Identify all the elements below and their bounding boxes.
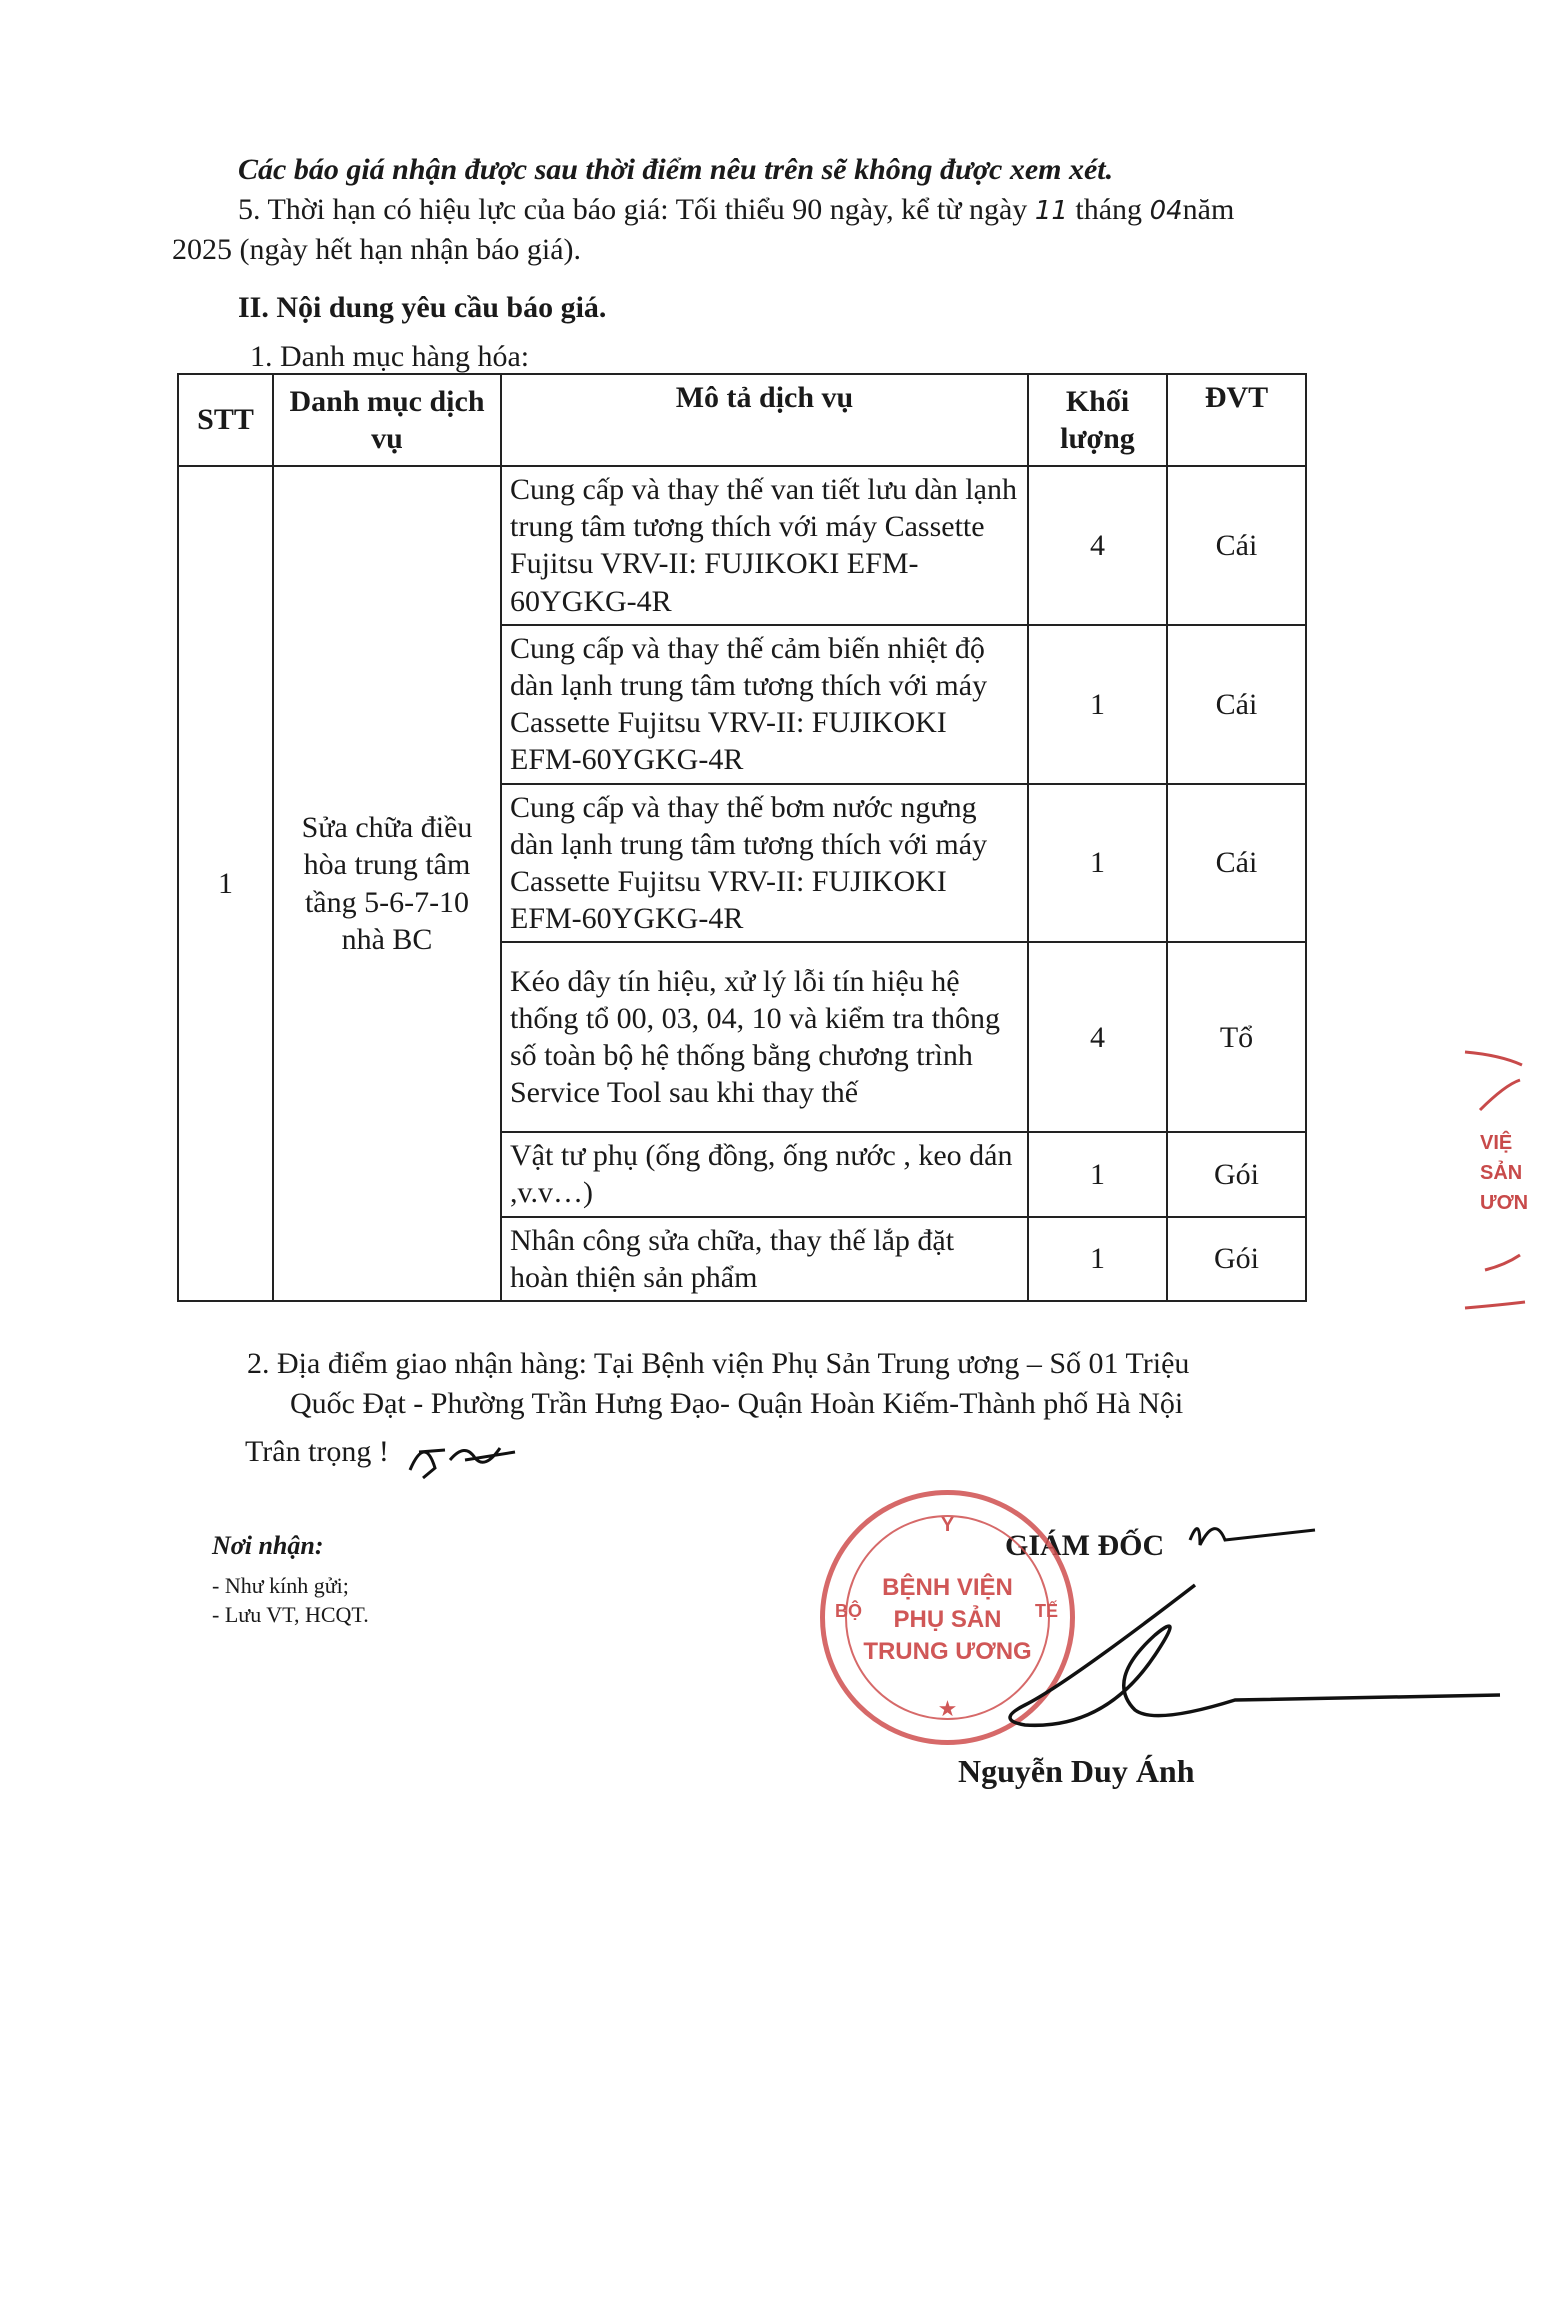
row-unit: Gói <box>1167 1217 1306 1301</box>
header-quantity: Khối lượng <box>1028 374 1167 466</box>
row-unit: Cái <box>1167 784 1306 943</box>
delivery-line-2: Quốc Đạt - Phường Trần Hưng Đạo- Quận Hoàn Kiếm-Thành phố Hà Nội <box>290 1387 1184 1420</box>
validity-year-word: năm <box>1182 193 1235 226</box>
director-signature <box>985 1495 1525 1775</box>
recipient-item: - Lưu VT, HCQT. <box>212 1601 369 1627</box>
row-quantity: 4 <box>1028 942 1167 1132</box>
validity-month: 04 <box>1149 196 1183 226</box>
stamp-line-1: BỆNH VIỆN <box>882 1574 1013 1601</box>
items-table <box>177 373 1307 1302</box>
row-unit: Cái <box>1167 625 1306 784</box>
stamp-top: Y <box>940 1514 955 1536</box>
row-description: Kéo dây tín hiệu, xử lý lỗi tín hiệu hệ thống tổ 00, 03, 04, 10 và kiểm tra thông số toàn bộ hệ thống bằng chương trình Service Tool sau khi thay thế <box>501 942 1028 1132</box>
side-stamp-text <box>1480 1128 1528 1218</box>
row-unit: Tổ <box>1167 942 1306 1132</box>
list-title: 1. Danh mục hàng hóa: <box>250 340 530 373</box>
row-quantity: 4 <box>1028 466 1167 625</box>
table-row <box>178 466 1306 625</box>
recipients-list <box>212 1572 369 1629</box>
group-category: Sửa chữa điều hòa trung tâm tầng 5-6-7-10 nhà BC <box>273 466 501 1301</box>
validity-text: 5. Thời hạn có hiệu lực của báo giá: Tối thiểu 90 ngày, kể từ ngày <box>238 193 1028 226</box>
row-description: Vật tư phụ (ống đồng, ống nước , keo dán ,v.v…) <box>501 1132 1028 1216</box>
row-unit: Cái <box>1167 466 1306 625</box>
row-quantity: 1 <box>1028 1132 1167 1216</box>
table-header-row <box>178 374 1306 466</box>
signer-role: GIÁM ĐỐC <box>1005 1529 1165 1562</box>
row-description: Cung cấp và thay thế cảm biến nhiệt độ dàn lạnh trung tâm tương thích với máy Cassette Fujitsu VRV-II: FUJIKOKI EFM-60YGKG-4R <box>501 625 1028 784</box>
validity-day: 11 <box>1034 196 1068 226</box>
stamp-line-3: TRUNG ƯƠNG <box>863 1638 1032 1665</box>
stamp-line-2: PHỤ SẢN <box>893 1606 1002 1633</box>
side-stamp-line: VIỆ <box>1480 1132 1513 1154</box>
header-category: Danh mục dịch vụ <box>273 374 501 466</box>
delivery-line-1: 2. Địa điểm giao nhận hàng: Tại Bệnh viện Phụ Sản Trung ương – Số 01 Triệu <box>247 1347 1190 1380</box>
row-description: Cung cấp và thay thế van tiết lưu dàn lạnh trung tâm tương thích với máy Cassette Fujitsu VRV-II: FUJIKOKI EFM-60YGKG-4R <box>501 466 1028 625</box>
stamp-left: BỘ <box>835 1601 862 1621</box>
stamp-right: TẾ <box>1035 1601 1059 1621</box>
recipients-title: Nơi nhận: <box>212 1531 324 1560</box>
header-unit: ĐVT <box>1167 374 1306 466</box>
group-stt: 1 <box>178 466 273 1301</box>
row-quantity: 1 <box>1028 625 1167 784</box>
stamp-star-icon: ★ <box>937 1696 958 1721</box>
validity-continuation: 2025 (ngày hết hạn nhận báo giá). <box>172 233 582 266</box>
signer-name: Nguyễn Duy Ánh <box>958 1753 1195 1789</box>
recipient-item: - Như kính gửi; <box>212 1573 349 1598</box>
row-quantity: 1 <box>1028 1217 1167 1301</box>
side-stamp-line: ƯƠN <box>1480 1192 1529 1214</box>
side-stamp-line: SẢN <box>1480 1162 1523 1184</box>
row-description: Nhân công sửa chữa, thay thế lắp đặt hoàn thiện sản phẩm <box>501 1217 1028 1301</box>
initials-signature <box>405 1430 525 1480</box>
section-heading: II. Nội dung yêu cầu báo giá. <box>238 291 607 324</box>
late-notice: Các báo giá nhận được sau thời điểm nêu trên sẽ không được xem xét. <box>238 153 1114 186</box>
row-quantity: 1 <box>1028 784 1167 943</box>
row-unit: Gói <box>1167 1132 1306 1216</box>
row-description: Cung cấp và thay thế bơm nước ngưng dàn lạnh trung tâm tương thích với máy Cassette Fujitsu VRV-II: FUJIKOKI EFM-60YGKG-4R <box>501 784 1028 943</box>
header-stt: STT <box>178 374 273 466</box>
header-description: Mô tả dịch vụ <box>501 374 1028 466</box>
validity-line <box>238 192 1234 229</box>
validity-month-word: tháng <box>1075 193 1143 226</box>
closing: Trân trọng ! <box>245 1435 389 1468</box>
